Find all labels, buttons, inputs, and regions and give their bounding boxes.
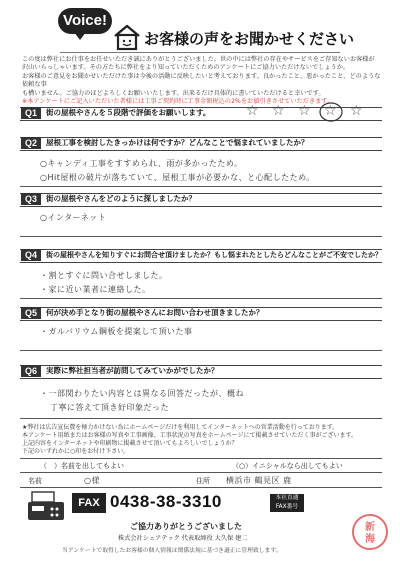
address-label: 住所 [196,477,210,485]
answer-q4-line1: ・割とすぐに問い合せしました。 [40,271,168,280]
option-selected-mark: ○ [239,462,246,470]
name-label: 名前 [28,477,42,485]
voice-badge: Voice! [58,8,112,34]
answer-q3-line1: ○インターネット [40,213,107,222]
company-text: 株式会社シェアテック 代表取締役 大久保 建二 [118,535,248,542]
svg-text:海: 海 [365,534,375,545]
address-value[interactable]: 横浜市 鶴見区 鹿 [226,476,292,485]
speech-bubble-tail [74,32,86,40]
option-name-allowed[interactable]: （ ）名前を出してもよい [40,462,124,470]
thanks-text: ご協力ありがとうございました [130,522,242,531]
title-divider [60,52,340,53]
fax-direct-badge [270,494,304,512]
question-label-q5: Q5 [21,307,41,319]
page-title: お客様の声をお聞かせください [144,30,355,48]
rating-stars[interactable] [246,103,386,123]
question-text-q3: 街の屋根やさんをどのように探しましたか？ [46,194,196,203]
fax-machine-icon [26,490,66,524]
company-stamp [352,514,388,550]
intro-line: お客様のご意見をお聞かせいただけた事は今後の活動に反映したいと考えております。良かったこと、悪かったこと、どのような依頼な事 [22,72,381,89]
question-text-q2: 屋根工事を検討したきっかけは何ですか？どんなことで悩まれていましたか？ [46,138,309,147]
intro-line: 沢山いらっしゃいます。その方たちに弊社をより知っていただくためのアンケートにご協力いただけないでしょうか。 [22,64,350,72]
fax-badge: FAX [72,493,106,513]
star-icon[interactable]: ☆ [324,103,337,119]
question-label-q3: Q3 [21,193,41,205]
stamp-seal-icon [354,516,386,548]
intro-line: も構いません。ご協力のほどよろしくお願いいたします。出来るだけ具体的に書いていただけると幸いです。 [22,89,325,97]
privacy-text: 当アンケートで取得したお客様の個人情報は関係法規に基づき適正に管理致します。 [62,548,282,554]
row-divider [20,487,382,488]
row-divider [20,472,382,473]
star-icon[interactable]: ☆ [350,103,363,119]
name-value[interactable]: ○様 [84,476,100,485]
star-icon[interactable]: ☆ [246,103,259,119]
option-name-label: 名前を出してもよい [61,462,124,470]
option-initial-allowed[interactable]: （○）イニシャルなら出してもよい [232,462,343,470]
answer-q6-line1: ・一部関わりたい内容とは異なる回答だったが、概ね [40,389,244,398]
fax-direct-line: FAX番号 [275,504,299,510]
answer-rule [20,418,382,419]
house-smile-icon [112,22,142,52]
answer-q5-line1: ・ガルバリウム鋼板を提案して頂いた事 [40,327,193,336]
intro-text [22,56,382,106]
star-icon[interactable]: ☆ [272,103,285,119]
consent-line: 下記のいずれかに○印をお付け下さい。 [22,448,130,455]
fax-direct-line: 本社直通 [275,495,299,501]
answer-rule [20,186,382,187]
answer-q2-line2: ○Hit屋根の破片が落ちていて、屋根工事が必要かな、と心配したため。 [40,173,315,182]
question-label-q4: Q4 [21,249,41,261]
answer-q6-line2: 丁寧に答えて頂き好印象だった [50,403,169,412]
intro-line: この度は弊社にお仕事をお任せいただき誠にありがとうございました。世の中には弊社の存在やサービスをご存知ないお客様が [22,56,375,63]
option-initial-label: イニシャルなら出してもよい [252,462,343,470]
answer-q4-line2: ・家に近い業者に連絡した。 [40,285,151,294]
row-divider [20,458,382,459]
consent-line: 本アンケート用紙またはお客様の写真や工事画像、工事状況の写真をホームページにて掲載させていただく事がございます。 [22,432,358,439]
question-text-q6: 実際に弊社担当者が訪問してみていかがでしたか？ [46,366,219,375]
answer-rule [20,350,382,351]
answer-rule [20,236,382,237]
star-icon[interactable]: ☆ [298,103,311,119]
question-text-q5: 何が決め手となり街の屋根やさんにお問い合わせ頂きましたか？ [46,308,264,317]
intro-discount-note: ※本アンケートにご記入いただいた者様には工事ご契約時に工事金額税込の2%をお値引きさせていただきます。 [22,98,334,106]
question-text-q1: 街の屋根やさんを５段階で評価をお願いします。 [46,108,211,117]
question-text-q4: 街の屋根やさんを知りすぐにお問合せ頂けましたか？もし悩まれたとしたらどんなことがご不安でしたか？ [46,251,382,259]
answer-q2-line1: ○キャンディ工事をすすめられ、雨が多かったため。 [40,159,243,168]
svg-text:新: 新 [365,522,375,533]
question-label-q2: Q2 [21,137,41,149]
consent-line: 上記内容をインターネットや印刷物に掲載させて頂いてもよろしいでしょうか？ [22,440,238,447]
question-label-q1: Q1 [21,107,41,119]
answer-rule [20,298,382,299]
question-label-q6: Q6 [21,365,41,377]
fax-number[interactable]: 0438-38-3310 [110,492,222,511]
selected-rating-circle [318,101,344,123]
consent-line: ★弊社は広告宣伝費を極力かけない為にホームページだけを利用してインターネットへの営業活動を行っております。 [22,424,339,431]
